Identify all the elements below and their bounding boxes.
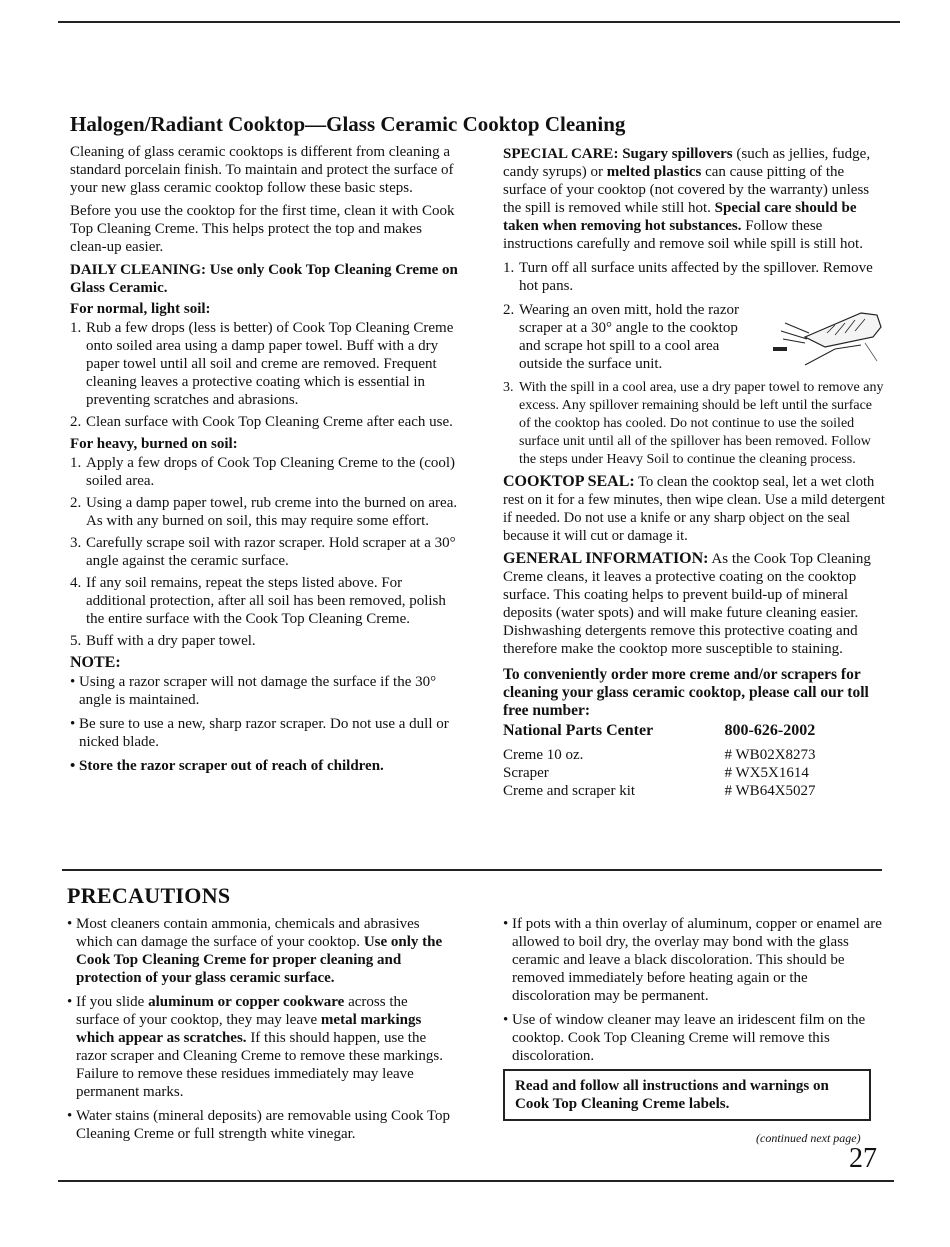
table-row xyxy=(503,722,885,746)
section-title: Halogen/Radiant Cooktop—Glass Ceramic Cooktop Cleaning xyxy=(70,112,626,136)
bottom-rule xyxy=(58,1180,894,1182)
list-item: • Be sure to use a new, sharp razor scraper. Do not use a dull or nicked blade. xyxy=(70,716,449,750)
parts-center-name: National Parts Center xyxy=(503,722,654,739)
scraper-illustration xyxy=(765,303,885,369)
list-item: • Most cleaners contain ammonia, chemicals and abrasives which can damage the surface of your cooktop. Use only the Cook Top Cleaning Creme for proper cleaning and protection of your glass ceramic surface. xyxy=(67,916,443,986)
list-item: • Store the razor scraper out of reach of children. xyxy=(70,758,384,774)
heavy-soil-heading: For heavy, burned on soil: xyxy=(70,436,238,452)
list-item: 4. If any soil remains, repeat the steps listed above. For additional protection, after all soil has been removed, polish the entire surface with the Cook Top Cleaning Creme. xyxy=(70,575,446,627)
list-item: • Water stains (mineral deposits) are removable using Cook Top Cleaning Creme or full strength white vinegar. xyxy=(67,1108,451,1142)
table-row: Scraper # WX5X1614 xyxy=(503,765,809,781)
parts-center-phone: 800-626-2002 xyxy=(724,722,816,739)
list-item: 1. Apply a few drops of Cook Top Cleaning Creme to the (cool) soiled area. xyxy=(70,455,456,489)
top-rule xyxy=(58,21,900,23)
list-item: 2. Wearing an oven mitt, hold the razor scraper at a 30° angle to the cooktop and scrape hot spill to a cool area outside the surface unit. xyxy=(503,301,885,373)
spillover-steps xyxy=(503,259,885,469)
normal-soil-heading: For normal, light soil: xyxy=(70,301,211,317)
daily-cleaning-heading: DAILY CLEANING: Use only Cook Top Cleaning Creme on Glass Ceramic. xyxy=(70,262,458,296)
warning-notice-box: Read and follow all instructions and warnings on Cook Top Cleaning Creme labels. xyxy=(503,1069,871,1121)
order-paragraph: To conveniently order more creme and/or scrapers for cleaning your glass ceramic cooktop, please call our toll free number: xyxy=(503,666,869,719)
left-column xyxy=(70,143,460,781)
precautions-list-right xyxy=(503,915,885,1065)
list-item: • Using a razor scraper will not damage the surface if the 30° angle is maintained. xyxy=(70,674,437,708)
list-item: 2. Using a damp paper towel, rub creme into the burned on area. As with any burned on soil, this may require some effort. xyxy=(70,495,458,529)
page-number: 27 xyxy=(849,1143,877,1174)
precautions-heading: PRECAUTIONS xyxy=(67,883,231,908)
list-item: 3. With the spill in a cool area, use a dry paper towel to remove any excess. Any spillover remaining should be left until the surface of the cooktop has cooled. Do not continue to use the soiled surface unit until all of the spillover has been removed. Follow the steps under Heavy Soil to continue the cleaning process. xyxy=(503,380,884,467)
heavy-soil-steps xyxy=(70,454,460,650)
list-item: 5. Buff with a dry paper towel. xyxy=(70,633,256,649)
list-item: 2. Clean surface with Cook Top Cleaning Creme after each use. xyxy=(70,414,453,430)
precautions-list-left xyxy=(67,915,452,1143)
general-information-paragraph: GENERAL INFORMATION: As the Cook Top Cleaning Creme cleans, it leaves a protective coating on the cooktop surface. This coating helps to prevent build-up of mineral deposits (water spots) and will make future cleaning easier. Dishwashing detergents remove this protective coating and therefore make the cooktop more susceptible to staining. xyxy=(503,550,871,657)
cooktop-seal-paragraph: COOKTOP SEAL: To clean the cooktop seal, let a wet cloth rest on it for a few minutes, then wipe clean. Use a mild detergent if needed. Do not use a knife or any sharp object on the seal because it will cut or damage it. xyxy=(503,473,885,544)
list-item: • If you slide aluminum or copper cookware across the surface of your cooktop, they may leave metal markings which appear as scratches. If this should happen, use the razor scraper and Cleaning Creme to remove these markings. Failure to remove these residues immediately may leave permanent marks. xyxy=(67,994,443,1100)
precautions-right-column xyxy=(503,915,885,1071)
list-item: • If pots with a thin overlay of aluminum, copper or enamel are allowed to boil dry, the overlay may bond with the glass ceramic and leave a black discoloration. This should be removed immediately before heating again or the discoloration may be permanent. xyxy=(503,916,882,1004)
section-divider xyxy=(62,869,882,871)
table-row: Creme 10 oz. # WB02X8273 xyxy=(503,747,816,763)
precautions-left-column xyxy=(67,915,452,1149)
table-row: Creme and scraper kit # WB64X5027 xyxy=(503,783,816,799)
note-heading: NOTE: xyxy=(70,654,121,671)
note-list xyxy=(70,673,460,775)
list-item: 1. Turn off all surface units affected by the spillover. Remove hot pans. xyxy=(503,260,873,294)
intro-paragraph-1: Cleaning of glass ceramic cooktops is different from cleaning a standard porcelain finish. To maintain and protect the surface of your new glass ceramic cooktop follow these basic steps. xyxy=(70,144,454,196)
list-item: • Use of window cleaner may leave an iridescent film on the cooktop. Cook Top Cleaning Creme will remove this discoloration. xyxy=(503,1012,866,1064)
parts-table xyxy=(503,722,885,800)
intro-paragraph-2: Before you use the cooktop for the first time, clean it with Cook Top Cleaning Creme. This helps protect the top and makes clean-up easier. xyxy=(70,203,455,255)
special-care-paragraph: SPECIAL CARE: Sugary spillovers (such as jellies, fudge, candy syrups) or melted plastics can cause pitting of the surface of your cooktop (not covered by the warranty) unless the spill is removed while still hot. Special care should be taken when removing hot substances. Follow these instructions carefully and remove soil while spill is still hot. xyxy=(503,146,871,252)
continued-note: (continued next page) xyxy=(756,1131,861,1145)
list-item: 1. Rub a few drops (less is better) of Cook Top Cleaning Creme onto soiled area using a damp paper towel. Buff with a dry paper towel until all soil and creme are removed. Frequent cleaning leaves a protective coating which is essential in preventing scratches and abrasions. xyxy=(70,320,454,408)
right-column xyxy=(503,145,885,800)
normal-soil-steps xyxy=(70,319,460,431)
list-item: 3. Carefully scrape soil with razor scraper. Hold scraper at a 30° angle against the ceramic surface. xyxy=(70,535,456,569)
